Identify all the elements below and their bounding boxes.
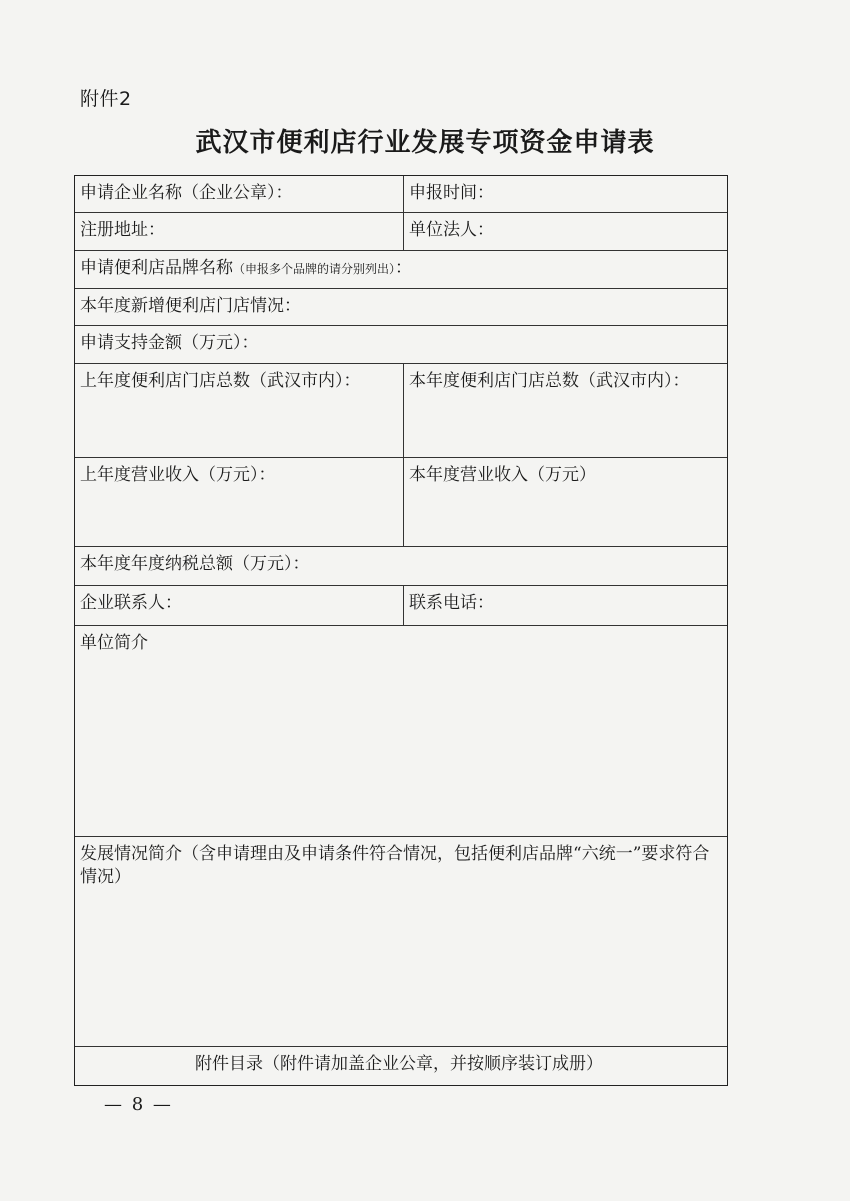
page-number: — 8 — bbox=[104, 1094, 173, 1115]
development-label: 发展情况简介（含申请理由及申请条件符合情况，包括便利店品牌“六统一”要求符合情况） bbox=[80, 844, 710, 887]
legal-person-field[interactable] bbox=[403, 213, 727, 250]
row-company-name bbox=[75, 176, 727, 213]
row-tax-total bbox=[75, 547, 727, 586]
new-stores-field[interactable] bbox=[75, 289, 727, 325]
this-year-stores-field[interactable] bbox=[403, 364, 727, 457]
attachments-field[interactable] bbox=[75, 1047, 727, 1085]
row-revenue bbox=[75, 458, 727, 547]
last-year-revenue-label: 上年度营业收入（万元）： bbox=[80, 465, 276, 485]
row-brand-name bbox=[75, 251, 727, 289]
company-intro-field[interactable] bbox=[75, 626, 727, 836]
report-time-field[interactable] bbox=[403, 176, 727, 212]
tax-total-label: 本年度年度纳税总额（万元）： bbox=[80, 554, 310, 574]
row-attachments bbox=[75, 1047, 727, 1085]
brand-name-note: （申报多个品牌的请分别列出） bbox=[233, 262, 396, 276]
this-year-revenue-label: 本年度营业收入（万元） bbox=[409, 465, 596, 485]
development-field[interactable] bbox=[75, 837, 727, 1046]
attachments-label: 附件目录（附件请加盖企业公章，并按顺序装订成册） bbox=[195, 1054, 603, 1074]
company-name-label: 申请企业名称（企业公章）： bbox=[80, 183, 293, 203]
last-year-revenue-field[interactable] bbox=[75, 458, 403, 546]
form-title: 武汉市便利店行业发展专项资金申请表 bbox=[195, 128, 655, 158]
brand-name-field[interactable] bbox=[75, 251, 727, 288]
application-form-table bbox=[74, 175, 728, 1086]
this-year-revenue-field[interactable] bbox=[403, 458, 727, 546]
new-stores-label: 本年度新增便利店门店情况： bbox=[80, 296, 301, 316]
report-time-label: 申报时间： bbox=[409, 183, 494, 203]
contact-phone-label: 联系电话： bbox=[409, 593, 494, 613]
last-year-stores-field[interactable] bbox=[75, 364, 403, 457]
registered-address-label: 注册地址： bbox=[80, 220, 165, 240]
tax-total-field[interactable] bbox=[75, 547, 727, 585]
contact-person-label: 企业联系人： bbox=[80, 593, 182, 613]
support-amount-label: 申请支持金额（万元）： bbox=[80, 333, 259, 353]
company-intro-label: 单位简介 bbox=[80, 633, 148, 653]
row-contact bbox=[75, 586, 727, 626]
row-new-stores bbox=[75, 289, 727, 326]
last-year-stores-label: 上年度便利店门店总数（武汉市内）： bbox=[80, 371, 361, 391]
support-amount-field[interactable] bbox=[75, 326, 727, 363]
registered-address-field[interactable] bbox=[75, 213, 403, 250]
row-store-counts bbox=[75, 364, 727, 458]
brand-name-colon: ： bbox=[395, 258, 413, 278]
row-registered-address bbox=[75, 213, 727, 251]
row-company-intro bbox=[75, 626, 727, 837]
this-year-stores-label: 本年度便利店门店总数（武汉市内）： bbox=[409, 371, 690, 391]
row-development bbox=[75, 837, 727, 1047]
attachment-label: 附件2 bbox=[80, 88, 132, 110]
legal-person-label: 单位法人： bbox=[409, 220, 494, 240]
company-name-field[interactable] bbox=[75, 176, 403, 212]
brand-name-label: 申请便利店品牌名称 bbox=[80, 258, 233, 278]
row-support-amount bbox=[75, 326, 727, 364]
contact-phone-field[interactable] bbox=[403, 586, 727, 625]
contact-person-field[interactable] bbox=[75, 586, 403, 625]
